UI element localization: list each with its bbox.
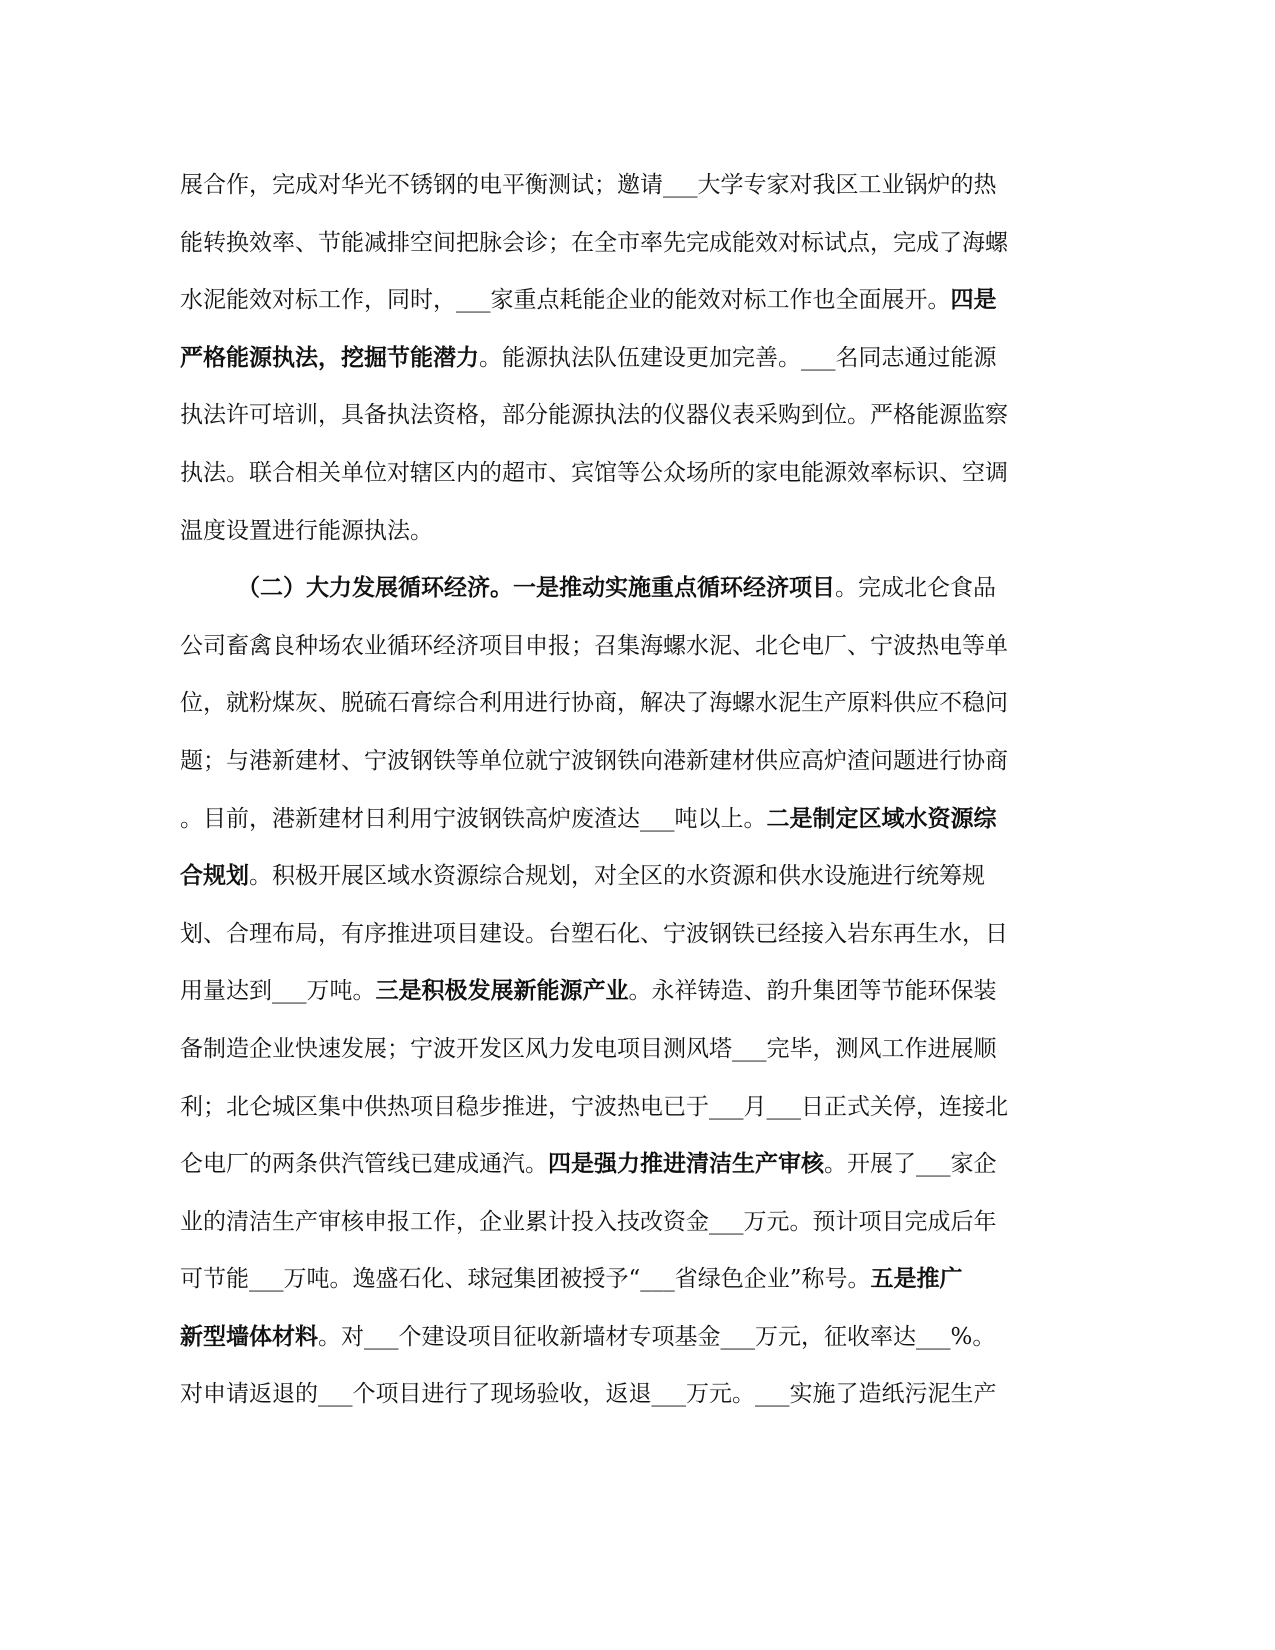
- text-line: [180, 968, 1040, 1026]
- text-line: [180, 911, 1040, 969]
- bold-text-segment: 二是制定区域水资源综: [766, 804, 997, 832]
- text-segment: 。能源执法队伍建设更加完善。___名同志通过能源: [479, 344, 997, 371]
- text-line: [180, 1371, 1040, 1429]
- text-segment: 对申请返退的___个项目进行了现场验收，返退___万元。___实施了造纸污泥生产: [180, 1381, 997, 1408]
- bold-text-segment: （二）大力发展循环经济。: [237, 574, 513, 602]
- bold-text-segment: 严格能源执法，挖掘节能潜力: [180, 343, 479, 371]
- text-segment: 备制造企业快速发展；宁波开发区风力发电项目测风塔___完毕，测风工作进展顺: [180, 1035, 997, 1062]
- text-segment: 用量达到___万吨。: [180, 978, 376, 1005]
- text-segment: 。永祥铸造、韵升集团等节能环保装: [628, 978, 997, 1005]
- text-line: [180, 335, 1040, 393]
- bold-text-segment: 四是强力推进清洁生产审核: [548, 1150, 824, 1178]
- text-line: [180, 1026, 1040, 1084]
- text-segment: 。对___个建设项目征收新墙材专项基金___万元，征收率达___%。: [318, 1323, 996, 1350]
- text-segment: 题；与港新建材、宁波钢铁等单位就宁波钢铁向港新建材供应高炉渣问题进行协商: [180, 747, 1008, 774]
- text-line: [180, 450, 1040, 508]
- text-line: [180, 1084, 1040, 1142]
- text-line: [180, 220, 1040, 278]
- text-segment: 水泥能效对标工作，同时，___家重点耗能企业的能效对标工作也全面展开。: [180, 287, 951, 314]
- text-segment: 执法。联合相关单位对辖区内的超市、宾馆等公众场所的家电能源效率标识、空调: [180, 459, 1008, 486]
- text-segment: 。完成北仑食品: [835, 575, 996, 602]
- text-segment: 利；北仑城区集中供热项目稳步推进，宁波热电已于___月___日正式关停，连接北: [180, 1093, 1008, 1120]
- document-body: [180, 162, 1040, 1429]
- text-segment: 展合作，完成对华光不锈钢的电平衡测试；邀请___大学专家对我区工业锅炉的热: [180, 172, 997, 198]
- text-segment: 。目前，港新建材日利用宁波钢铁高炉废渣达___吨以上。: [180, 805, 767, 832]
- text-line: [180, 1141, 1040, 1199]
- text-line: [180, 392, 1040, 450]
- text-line: [180, 623, 1040, 681]
- bold-text-segment: 三是积极发展新能源产业: [375, 977, 629, 1005]
- bold-text-segment: 新型墙体材料: [180, 1322, 318, 1350]
- text-segment: 。积极开展区域水资源综合规划，对全区的水资源和供水设施进行统筹规: [249, 863, 985, 890]
- text-line: [180, 1256, 1040, 1314]
- text-segment: 。开展了___家企: [824, 1151, 997, 1178]
- text-line: [180, 738, 1040, 796]
- text-line: [180, 1199, 1040, 1257]
- text-line: [180, 853, 1040, 911]
- bold-text-segment: 五是推广: [870, 1265, 963, 1293]
- text-segment: 划、合理布局，有序推进项目建设。台塑石化、宁波钢铁已经接入岩东再生水，日: [180, 920, 1008, 947]
- text-segment: 仑电厂的两条供汽管线已建成通汽。: [180, 1151, 548, 1178]
- text-line: [180, 680, 1040, 738]
- text-segment: 可节能___万吨。逸盛石化、球冠集团被授予“___省绿色企业”称号。: [180, 1266, 871, 1293]
- bold-text-segment: 四是: [950, 286, 997, 314]
- text-segment: 执法许可培训，具备执法资格，部分能源执法的仪器仪表采购到位。严格能源监察: [180, 402, 1008, 429]
- bold-text-segment: 合规划: [180, 862, 249, 890]
- text-line: [180, 162, 1040, 220]
- text-segment: 公司畜禽良种场农业循环经济项目申报；召集海螺水泥、北仑电厂、宁波热电等单: [180, 632, 1008, 659]
- text-line: [180, 508, 1040, 566]
- text-segment: 位，就粉煤灰、脱硫石膏综合利用进行协商，解决了海螺水泥生产原料供应不稳问: [180, 690, 1008, 717]
- text-segment: 温度设置进行能源执法。: [180, 517, 433, 544]
- text-line: [180, 1314, 1040, 1372]
- text-segment: 能转换效率、节能减排空间把脉会诊；在全市率先完成能效对标试点，完成了海螺: [180, 229, 1008, 256]
- text-line: [180, 796, 1040, 854]
- bold-text-segment: 一是推动实施重点循环经济项目: [513, 574, 835, 602]
- text-line: [180, 277, 1040, 335]
- text-line: [180, 565, 1040, 623]
- text-segment: 业的清洁生产审核申报工作，企业累计投入技改资金___万元。预计项目完成后年: [180, 1208, 997, 1235]
